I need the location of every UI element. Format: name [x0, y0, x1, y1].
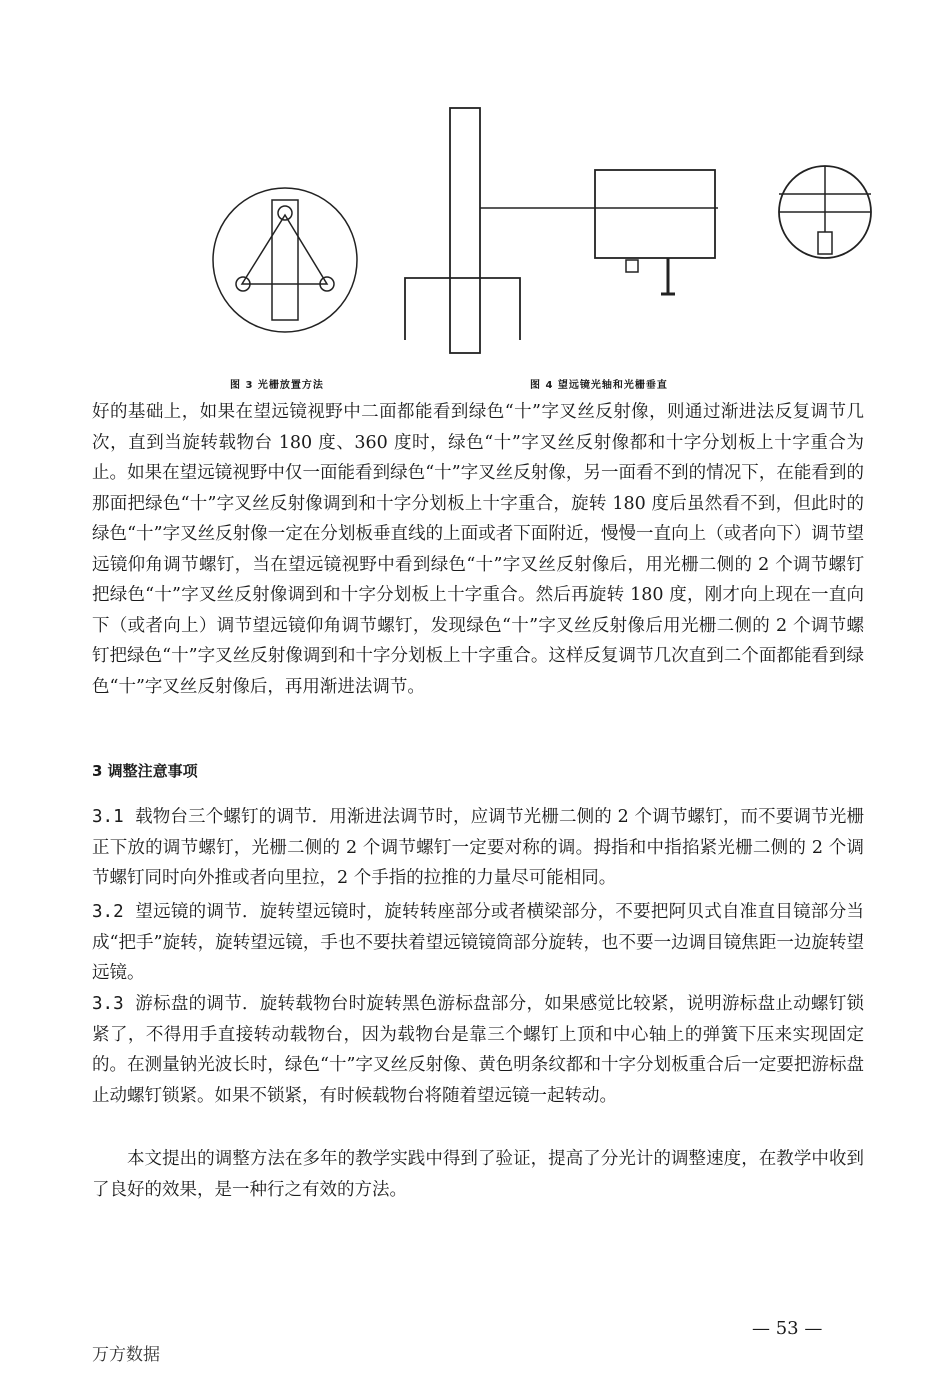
grating-rect [272, 200, 298, 320]
stage-circle [213, 188, 357, 332]
figure-4-caption: 图 4 望远镜光轴和光栅垂直 [530, 380, 668, 391]
screw-triangle [242, 215, 327, 284]
section-heading: 3 调整注意事项 [92, 762, 198, 780]
screw-top [278, 206, 292, 220]
figure-3-diagram [205, 180, 365, 340]
conclusion-paragraph: 本文提出的调整方法在多年的教学实践中得到了验证，提高了分光计的调整速度，在教学中收到了良好的效果，是一种行之有效的方法。 [92, 1149, 864, 1200]
grating-column [450, 108, 480, 353]
figure-3-caption: 图 3 光栅放置方法 [230, 380, 324, 391]
section-3-3-text: 游标盘的调节．旋转载物台时旋转黑色游标盘部分，如果感觉比较紧，说明游标盘止动螺钉锁紧了，不得用手直接转动载物台，因为载物台是靠三个螺钉上顶和中心轴上的弹簧下压来实现固定的。在测量钠光波长时，绿色“十”字叉丝反射像、黄色明条纹都和十字分划板重合后一定要把游标盘止动螺钉锁紧。如果不锁紧，有时候载物台将随着望远镜一起转动。 [92, 994, 864, 1106]
section-3-2-number: 3.2 [92, 902, 124, 922]
section-3-2 [92, 897, 864, 989]
section-3-1 [92, 802, 864, 894]
section-3-1-number: 3.1 [92, 807, 124, 827]
section-3-2-text: 望远镜的调节．旋转望远镜时，旋转转座部分或者横梁部分，不要把阿贝式自准直目镜部分当成“把手”旋转，旋转望远镜，手也不要扶着望远镜镜筒部分旋转，也不要一边调目镜焦距一边旋转望远镜。 [92, 902, 864, 983]
body-paragraph-1: 好的基础上，如果在望远镜视野中二面都能看到绿色“十”字叉丝反射像，则通过渐进法反复调节几次，直到当旋转载物台 180 度、360 度时，绿色“十”字叉丝反射像都和十字分划板上十字重合为止。如果在望远镜视野中仅一面能看到绿色“十”字叉丝反射像，另一面看不到的情况下，在能看到的那面把绿色“十”字叉丝反射像调到和十字分划板上十字重合，旋转 180 度后虽然看不到，但此时的绿色“十”字叉丝反射像一定在分划板垂直线的上面或者下面附近，慢慢一直向上（或者向下）调节望远镜仰角调节螺钉，当在望远镜视野中看到绿色“十”字叉丝反射像后，用光栅二侧的 2 个调节螺钉把绿色“十”字叉丝反射像调到和十字分划板上十字重合。然后再旋转 180 度，刚才向上现在一直向下（或者向上）调节望远镜仰角调节螺钉，发现绿色“十”字叉丝反射像后用光栅二侧的 2 个调节螺钉把绿色“十”字叉丝反射像调到和十字分划板上十字重合。这样反复调节几次直到二个面都能看到绿色“十”字叉丝反射像后，再用渐进法调节。 [92, 402, 864, 697]
page-number: — 53 — [752, 1318, 823, 1339]
stage-base [405, 278, 520, 340]
section-3-3 [92, 989, 864, 1111]
telescope-tube [595, 170, 715, 258]
small-screw [626, 260, 638, 272]
footer-mark: 万方数据 [92, 1345, 160, 1365]
section-3-3-number: 3.3 [92, 994, 124, 1014]
reflected-image [818, 232, 832, 254]
figure-4-diagram [400, 100, 875, 355]
section-3-1-text: 载物台三个螺钉的调节．用渐进法调节时，应调节光栅二侧的 2 个调节螺钉，而不要调节光栅正下放的调节螺钉，光栅二侧的 2 个调节螺钉一定要对称的调。拇指和中指掐紧光栅二侧的 2 个调节螺钉同时向外推或者向里拉，2 个手指的拉推的力量尽可能相同。 [92, 807, 864, 888]
